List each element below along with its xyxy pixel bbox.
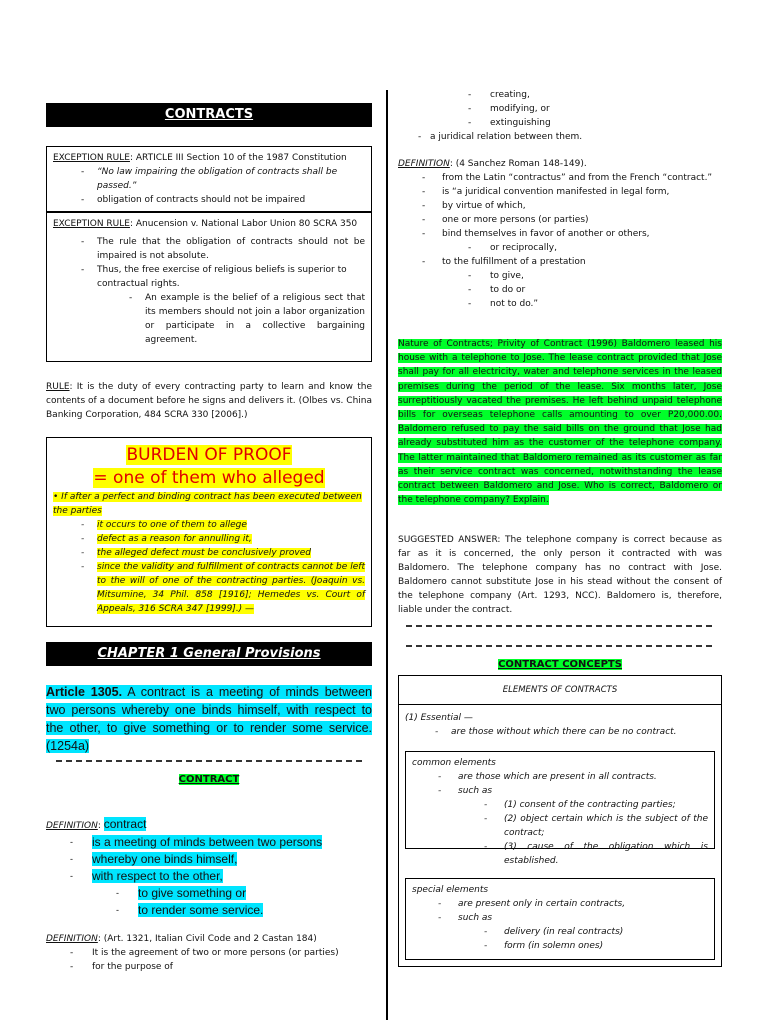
sub-list-item: - An example is the belief of a religious sect that its members should not join a labor organization or participate in a collective bargaining agreement. (129, 293, 365, 345)
burden-subtitle: = one of them who alleged (93, 468, 325, 488)
exception-rule-text: : ARTICLE III Section 10 of the 1987 Constitution (129, 153, 347, 163)
common-elements-box (405, 751, 715, 866)
exception-rule-heading (53, 217, 365, 231)
chapter-title-bar (46, 642, 372, 666)
article-label: Article 1305. (46, 685, 123, 699)
suggested-answer: SUGGESTED ANSWER: The telephone company is correct because as far as it is concerned, the only person it contracted with was Baldomero. The telephone company has no contract with Jose. Baldomero cannot substitute Jose in his stead without the consent of the telephone company (Art. 1293, NCC). Baldomero is, therefore, liable under the contract. (398, 535, 722, 615)
list-item: - it occurs to one of them to allege (81, 520, 247, 530)
definition-word: contract (103, 817, 147, 831)
sub-list-item: - extinguishing (468, 118, 551, 128)
list-item: - is “a juridical convention manifested in legal form, (422, 187, 670, 197)
essential-elements: (1) Essential — - are those without which there can be no contract. (399, 705, 721, 739)
sub-list-item: - (2) object certain which is the subject of the contract; (484, 814, 708, 838)
column-divider (386, 90, 388, 1020)
definition-label: DEFINITION (46, 934, 98, 944)
list-item: - obligation of contracts should not be impaired (81, 195, 306, 205)
contracts-title-bar (46, 103, 372, 127)
exception-rule-heading (53, 151, 365, 165)
list-item: - are present only in certain contracts, (438, 899, 626, 909)
contracts-title: CONTRACTS (164, 107, 254, 122)
sub-list-item: - (1) consent of the contracting parties; (484, 800, 676, 810)
list-item: - defect as a reason for annulling it, (81, 534, 252, 544)
burden-of-proof-box (46, 437, 372, 627)
dashed-divider (406, 645, 712, 647)
elements-title: ELEMENTS OF CONTRACTS (399, 676, 721, 705)
sub-list-item: - or reciprocally, (468, 243, 557, 253)
list-item: - a juridical relation between them. (418, 132, 583, 142)
list-item: - one or more persons (or parties) (422, 215, 589, 225)
exception-rule-label: EXCEPTION RULE (53, 219, 130, 229)
definition-label: DEFINITION (46, 821, 98, 831)
list-item: - with respect to the other, (70, 869, 223, 883)
article-text: A contract is a meeting of minds between two persons whereby one binds himself, with respect to the other, to give something or to render some service. (1254a) (46, 685, 372, 753)
list-item: - to the fulfillment of a prestation (422, 257, 586, 267)
contract-concepts-heading: CONTRACT CONCEPTS (498, 659, 622, 670)
sub-list-item: - to render some service. (116, 903, 264, 917)
juridical-relation-list (398, 88, 722, 144)
rule-paragraph: RULE: It is the duty of every contracting party to learn and know the contents of a document before he signs and delivers it. (Olbes vs. China Banking Corporation, 484 SCRA 330 [2006].) (46, 382, 372, 420)
list-item: - from the Latin “contractus” and from the French “contract.” (422, 173, 713, 183)
list-item: - are those which are present in all contracts. (438, 772, 657, 782)
list-item: - since the validity and fulfillment of contracts cannot be left to the will of one of the contracting parties. (Joaquin vs. Mitsumine, 34 Phil. 858 [1916]; Hemedes vs. Court of Appeals, 316 SCRA 347 [1999].) — (81, 562, 365, 614)
list-item: - the alleged defect must be conclusively proved (81, 548, 312, 558)
list-item: - Thus, the free exercise of religious beliefs is superior to contractual rights. (81, 265, 347, 289)
sub-list-item: - to do or (468, 285, 526, 295)
definition-label: DEFINITION (398, 159, 450, 169)
burden-title: BURDEN OF PROOF (126, 445, 292, 465)
list-item: - It is the agreement of two or more persons (or parties) (70, 948, 339, 958)
sub-list-item: - to give, (468, 271, 524, 281)
sub-list-item: - modifying, or (468, 104, 550, 114)
common-elements-label: common elements (412, 758, 496, 768)
chapter-title: CHAPTER 1 General Provisions (97, 646, 321, 661)
dashed-divider (406, 625, 712, 627)
definition-contract: DEFINITION: contract - is a meeting of minds between two persons - whereby one binds himself, - with respect to the other, - to give something or - to render some service. (46, 816, 372, 919)
contract-heading: CONTRACT (178, 774, 240, 785)
list-item: - such as (438, 786, 493, 796)
list-item: - for the purpose of (70, 962, 173, 972)
burden-intro: • If after a perfect and binding contract has been executed between the parties (53, 492, 362, 516)
definition-civil-code: DEFINITION: (Art. 1321, Italian Civil Code and 2 Castan 184) - It is the agreement of two or more persons (or parties) - for the purpose of (46, 932, 372, 974)
dashed-divider (56, 760, 362, 762)
rule-label: RULE (46, 382, 70, 392)
sub-list-item: - delivery (in real contracts) (484, 927, 624, 937)
elements-of-contracts-box (398, 675, 722, 967)
list-item: - is a meeting of minds between two persons (70, 835, 323, 849)
special-elements-label: special elements (412, 885, 489, 895)
list-item: - such as (438, 913, 493, 923)
list-item: - by virtue of which, (422, 201, 526, 211)
sub-list-item: - to give something or (116, 886, 247, 900)
definition-sanchez-roman: DEFINITION: (4 Sanchez Roman 148-149). - from the Latin “contractus” and from the French “contract.” - is “a juridical convention manifested in legal form, - by virtue of which, - one or more persons (or parties) - bind themselves in favor of another or others, - or reciprocally, - to the fulfillment of a prestation - to give, - to do or - not to do.” (398, 157, 722, 311)
sub-list-item: - creating, (468, 90, 530, 100)
list-item: - “No law impairing the obligation of contracts shall be passed.” (81, 167, 338, 191)
sub-list-item: - (3) cause of the obligation which is established. (484, 842, 708, 866)
list-item: - bind themselves in favor of another or others, (422, 229, 650, 239)
list-item: - The rule that the obligation of contracts should not be impaired is not absolute. (81, 237, 365, 261)
exception-rule-box-1 (46, 146, 372, 212)
exception-rule-text: : Anucension v. National Labor Union 80 SCRA 350 (129, 219, 358, 229)
exception-rule-label: EXCEPTION RULE (53, 153, 130, 163)
list-item: - are those without which there can be no contract. (435, 727, 677, 737)
sub-list-item: - form (in solemn ones) (484, 941, 604, 951)
list-item: - whereby one binds himself, (70, 852, 238, 866)
nature-of-contracts-problem: Nature of Contracts; Privity of Contract (1996) Baldomero leased his house with a telephone to Jose. The lease contract provided that Jose shall pay for all electricity, water and telephone services in the leased premises during the period of the lease. Six months later, Jose surreptitiously vacated the premises. He left behind unpaid telephone bills for overseas telephone calls amounting to over P20,000.00. Baldomero refused to pay the said bills on the ground that Jose had already substituted him as the customer of the telephone company. The latter maintained that Baldomero remained as its customer as far as their service contract was concerned, notwithstanding the lease contract between Baldomero and Jose. Who is correct, Baldomero or the telephone company? Explain. (398, 339, 722, 506)
article-1305 (46, 683, 372, 755)
special-elements-box (405, 878, 715, 960)
sub-list-item: - not to do.” (468, 299, 539, 309)
exception-rule-box-2 (46, 212, 372, 362)
